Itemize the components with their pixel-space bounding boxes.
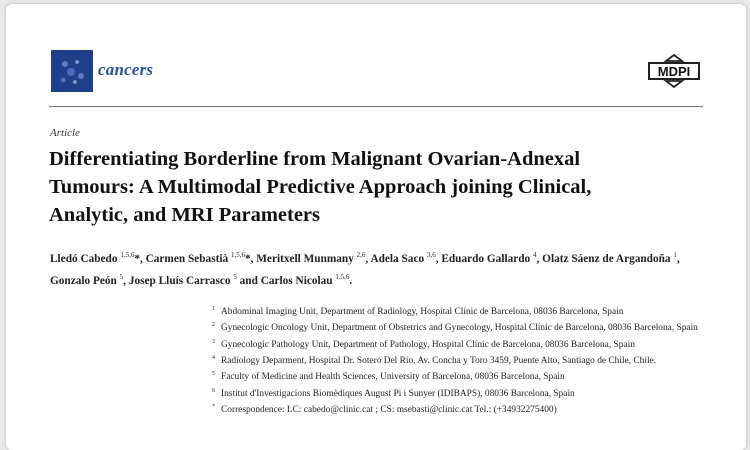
author: Gonzalo Peón $^5$, bbox=[50, 272, 129, 287]
affiliation: $^6$ Institut d'Investigacions Biomèdiques August Pi i Sunyer (IDIBAPS), 08036 Barcelona, Spain bbox=[212, 387, 575, 399]
journal-name: cancers bbox=[98, 60, 154, 79]
author: Meritxell Munmany $^{2,6}$, bbox=[256, 251, 371, 265]
author: Lledó Cabedo $^{1,5,6}$*, bbox=[50, 251, 146, 265]
author-list bbox=[50, 246, 705, 290]
author: Josep Lluís Carrasco $^5$ and bbox=[128, 272, 261, 287]
title-line: Analytic, and MRI Parameters bbox=[49, 204, 321, 226]
correspondence: * Correspondence: LC: cabedo@clinic.cat ; CS: msebasti@clinic.cat Tel.: (+34932275400) bbox=[212, 403, 557, 416]
article-title bbox=[49, 145, 719, 229]
author: Eduardo Gallardo $^4$, bbox=[441, 251, 543, 265]
author: Carmen Sebastià $^{1,5,6}$*, bbox=[145, 251, 257, 265]
article-type: Article bbox=[50, 127, 80, 139]
journal-logo-icon bbox=[51, 50, 93, 92]
author: Olatz Sáenz de Argandoña $^1$, bbox=[542, 251, 680, 265]
affiliation-list bbox=[212, 304, 707, 418]
author: Carlos Nicolau $^{1,5,6}$. bbox=[260, 272, 353, 287]
affiliation: $^3$ Gynecologic Pathology Unit, Department of Pathology, Hospital Clínic de Barcelona, 08036 Barcelona, Spain bbox=[212, 338, 635, 350]
affiliation: $^2$ Gynecologic Oncology Unit, Department of Obstetrics and Gynecology, Hospital Clínic de Barcelona, 08036 Barcelona, Spain bbox=[212, 322, 698, 334]
affiliation: $^4$ Radiology Deparment, Hospital Dr. Sotero Del Rio, Av. Concha y Toro 3459, Puente Alto, Santiago de Chile, Chile. bbox=[212, 354, 657, 367]
affiliation: $^5$ Faculty of Medicine and Health Sciences, University of Barcelona, 08036 Barcelona, Spain bbox=[212, 371, 565, 383]
header-divider bbox=[49, 106, 703, 107]
title-line: Tumours: A Multimodal Predictive Approach joining Clinical, bbox=[49, 176, 592, 198]
publisher-name: MDPI bbox=[657, 64, 691, 79]
title-line: Differentiating Borderline from Malignant Ovarian-Adnexal bbox=[49, 148, 581, 170]
affiliation: $^1$ Abdominal Imaging Unit, Department of Radiology, Hospital Clínic de Barcelona, 08036 Barcelona, Spain bbox=[212, 306, 624, 318]
publisher-logo-icon bbox=[647, 54, 701, 88]
author: Adela Saco $^{3,6}$, bbox=[370, 251, 442, 265]
